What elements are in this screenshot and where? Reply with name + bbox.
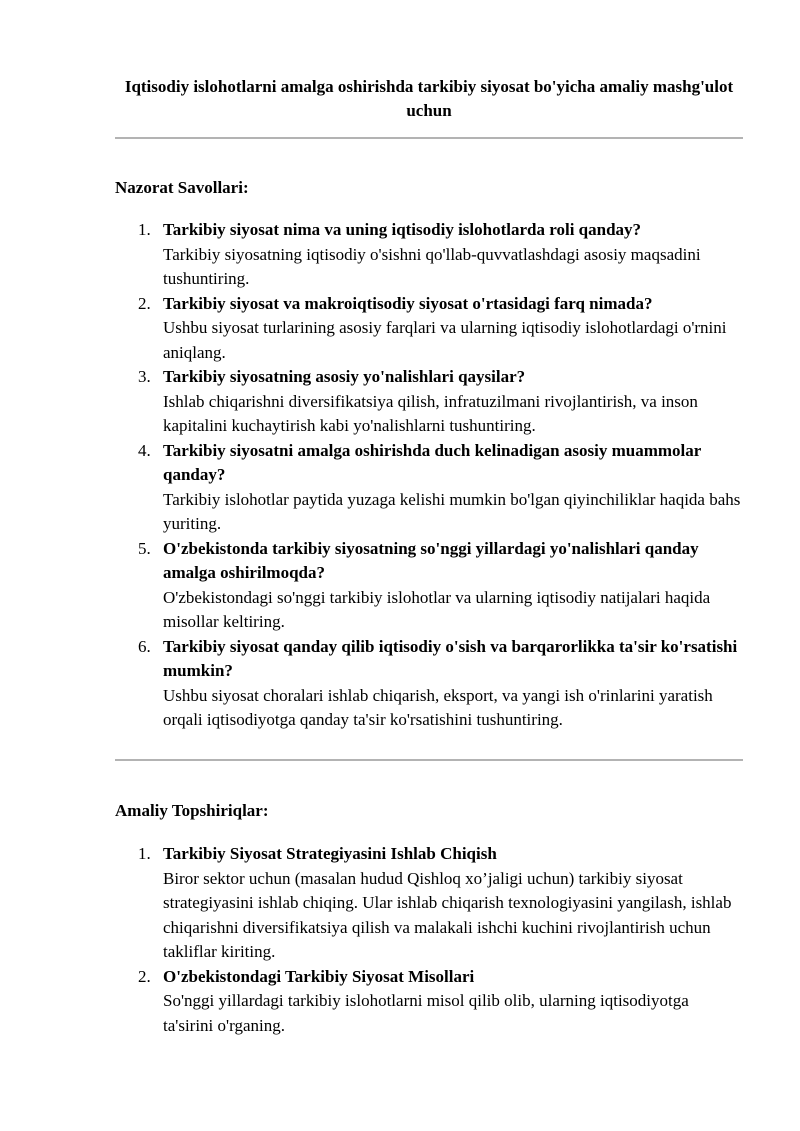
list-item — [115, 218, 743, 292]
list-item — [115, 292, 743, 366]
item-number: 1. — [138, 220, 151, 239]
practical-tasks-heading: Amaliy Topshiriqlar: — [115, 801, 269, 820]
divider — [115, 137, 743, 139]
item-number: 2. — [138, 293, 151, 313]
task-title: Tarkibiy Siyosat Strategiyasini Ishlab Chiqish — [163, 844, 497, 863]
question-description: Tarkibiy islohotlar paytida yuzaga kelishi mumkin bo'lgan qiyinchiliklar haqida bahs yuriting. — [163, 489, 741, 533]
task-description: So'nggi yillardagi tarkibiy islohotlarni misol qilib olib, ularning iqtisodiyotga ta'sirini o'rganing. — [163, 991, 689, 1035]
control-questions-list — [115, 218, 743, 733]
practical-tasks-list — [115, 842, 743, 1038]
question-description: Ishlab chiqarishni diversifikatsiya qilish, infratuzilmani rivojlantirish, va inson kapitalini kuchaytirish kabi yo'nalishlarni tushuntiring. — [163, 391, 698, 435]
question-text: O'zbekistonda tarkibiy siyosatning so'nggi yillardagi yo'nalishlari qanday amalga oshirilmoqda? — [163, 538, 699, 582]
list-item — [115, 842, 743, 965]
task-title: O'zbekistondagi Tarkibiy Siyosat Misollari — [163, 966, 475, 986]
control-questions-heading: Nazorat Savollari: — [115, 178, 249, 197]
divider — [115, 759, 743, 761]
question-description: O'zbekistondagi so'nggi tarkibiy islohotlar va ularning iqtisodiy natijalari haqida misollar keltiring. — [163, 587, 711, 631]
item-number: 4. — [138, 440, 151, 460]
list-item — [115, 537, 743, 635]
question-description: Ushbu siyosat choralari ishlab chiqarish, eksport, va yangi ish o'rinlarini yaratish orqali iqtisodiyotga qanday ta'sir ko'rsatishini tushuntiring. — [163, 685, 713, 729]
item-number: 1. — [138, 844, 151, 863]
item-number: 5. — [138, 538, 151, 558]
question-description: Ushbu siyosat turlarining asosiy farqlari va ularning iqtisodiy islohotlardagi o'rnini aniqlang. — [163, 318, 727, 362]
item-number: 6. — [138, 636, 151, 656]
item-number: 2. — [138, 966, 151, 986]
question-text: Tarkibiy siyosat nima va uning iqtisodiy islohotlarda roli qanday? — [163, 220, 642, 239]
question-text: Tarkibiy siyosat va makroiqtisodiy siyosat o'rtasidagi farq nimada? — [163, 293, 653, 313]
document-title: Iqtisodiy islohotlarni amalga oshirishda tarkibiy siyosat bo'yicha amaliy mashg'ulot uchun — [124, 77, 734, 120]
list-item — [115, 439, 743, 537]
question-text: Tarkibiy siyosat qanday qilib iqtisodiy o'sish va barqarorlikka ta'sir ko'rsatishi mumkin? — [163, 636, 738, 680]
list-item — [115, 635, 743, 733]
question-text: Tarkibiy siyosatni amalga oshirishda duch kelinadigan asosiy muammolar qanday? — [163, 440, 701, 484]
list-item — [115, 965, 743, 1039]
question-text: Tarkibiy siyosatning asosiy yo'nalishlari qaysilar? — [163, 367, 526, 386]
task-description: Biror sektor uchun (masalan hudud Qishloq xo’jaligi uchun) tarkibiy siyosat strategiyasini ishlab chiqing. Ular ishlab chiqarish texnologiyasini yangilash, ishlab chiqarishni diversifikatsiya qilish va malakali ishchi kuchini rivojlantirish uchun takliflar kiriting. — [163, 868, 732, 961]
list-item — [115, 365, 743, 439]
question-description: Tarkibiy siyosatning iqtisodiy o'sishni qo'llab-quvvatlashdagi asosiy maqsadini tushuntiring. — [163, 244, 701, 288]
item-number: 3. — [138, 367, 151, 386]
